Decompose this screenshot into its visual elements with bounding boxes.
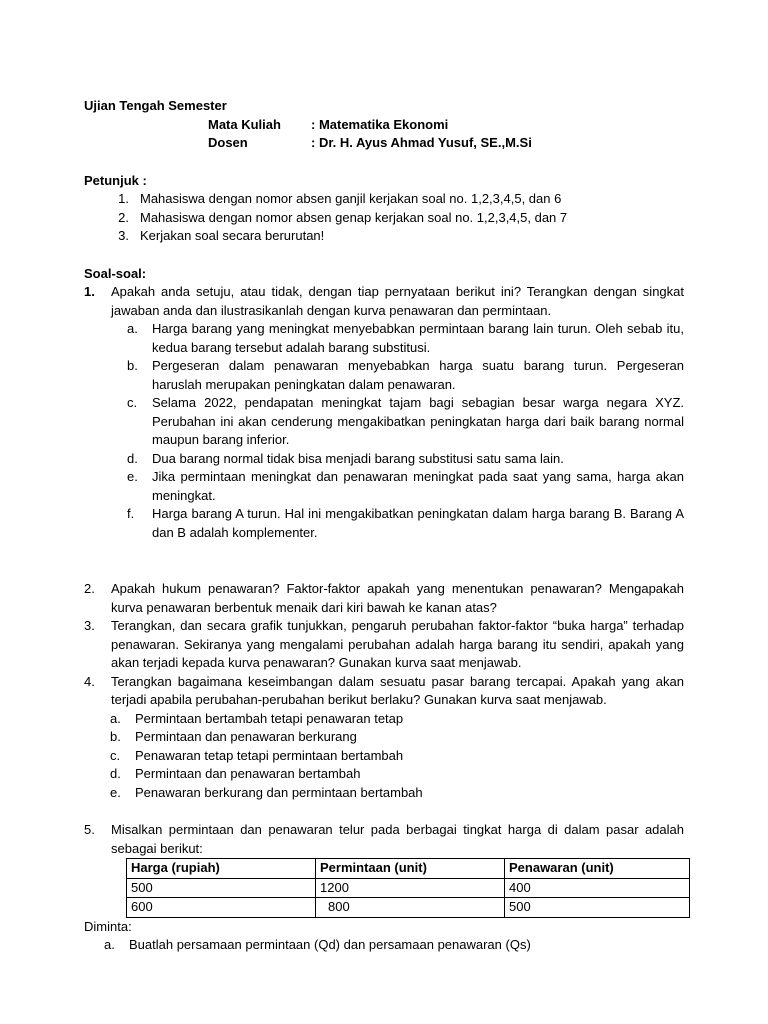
lecturer-label: Dosen [208,135,248,150]
instruction-item [84,227,684,246]
asked-heading: Diminta: [84,918,132,934]
asked-item-a [104,936,684,955]
table-cell: 500 [505,898,690,918]
table-row [127,898,690,918]
question-text: Apakah anda setuju, atau tidak, dengan tiap pernyataan berikut ini? Terangkan dengan singkat jawaban anda dan ilustrasikanlah dengan kurva penawaran dan permintaan. [111,284,684,318]
table-header: Penawaran (unit) [505,859,690,879]
sub-letter: a. [104,937,115,952]
question-4-sub-c [110,747,684,766]
sub-letter: c. [127,395,138,410]
table-cell: 800 [316,898,505,918]
sub-text: Jika permintaan meningkat dan penawaran meningkat pada saat yang sama, harga akan meningkat. [152,469,684,503]
table-header: Permintaan (unit) [316,859,505,879]
question-5 [84,821,684,858]
question-3 [84,617,684,673]
question-1-sub-e [127,468,684,505]
sub-letter: c. [110,747,121,763]
sub-text: Permintaan dan penawaran bertambah [135,766,361,781]
instruction-item [84,209,684,228]
sub-text: Permintaan bertambah tetapi penawaran tetap [135,710,404,726]
question-text: Terangkan bagaimana keseimbangan dalam sesuatu pasar barang tercapai. Apakah yang akan terjadi apabila perubahan-perubahan berikut berlaku? Gunakan kurva saat menjawab. [111,673,684,707]
sub-text: Dua barang normal tidak bisa menjadi barang substitusi satu sama lain. [152,450,564,466]
table-cell: 400 [505,878,690,898]
question-number: 3. [84,618,95,633]
table-row [127,878,690,898]
table-cell: 500 [127,878,316,898]
question-2 [84,580,684,617]
sub-text: Selama 2022, pendapatan meningkat tajam bagi sebagian besar warga negara XYZ. Perubahan ini akan cenderung mengakibatkan peningkatan harga dari baik barang normal maupun barang inferior. [152,395,684,447]
question-text: Misalkan permintaan dan penawaran telur pada berbagai tingkat harga di dalam pasar adalah sebagai berikut: [111,822,684,856]
question-1 [84,283,684,320]
question-4-sub-e [110,784,684,803]
sub-letter: e. [127,469,138,484]
question-number: 5. [84,822,95,837]
question-1-sub-a [127,320,684,357]
lecturer-value: : Dr. H. Ayus Ahmad Yusuf, SE.,M.Si [311,135,532,150]
sub-text: Permintaan dan penawaran berkurang [135,729,357,744]
question-number: 4. [84,673,95,689]
instruction-item [84,190,684,209]
question-text: Terangkan, dan secara grafik tunjukkan, pengaruh perubahan faktor-faktor “buka harga” terhadap penawaran. Sekiranya yang mengalami perubahan adalah harga barang itu sendiri, apakah yang akan terjadi kepada kurva penawaran? Gunakan kurva saat menjawab. [111,618,684,670]
sub-letter: b. [110,729,121,744]
instruction-number: 3. [118,228,129,243]
table-cell: 1200 [316,878,505,898]
course-value: : Matematika Ekonomi [311,116,449,132]
sub-text: Buatlah persamaan permintaan (Qd) dan persamaan penawaran (Qs) [129,937,531,952]
sub-letter: d. [110,766,121,781]
sub-text: Harga barang yang meningkat menyebabkan permintaan barang lain turun. Oleh sebab itu, kedua barang tersebut adalah barang substitusi. [152,321,684,355]
sub-text: Penawaran tetap tetapi permintaan bertambah [135,747,404,763]
sub-text: Pergeseran dalam penawaran menyebabkan harga suatu barang turun. Pergeseran haruslah merupakan peningkatan dalam penawaran. [152,358,684,392]
question-1-sub-c [127,394,684,450]
exam-title: Ujian Tengah Semester [84,98,227,113]
instruction-text: Mahasiswa dengan nomor absen ganjil kerjakan soal no. 1,2,3,4,5, dan 6 [140,191,562,206]
instructions-list [84,190,684,246]
course-row [84,116,684,135]
lecturer-row [84,134,684,153]
questions-heading: Soal-soal: [84,265,147,281]
question-1-sub-f [127,505,684,542]
question-number: 2. [84,581,95,596]
sub-letter: f. [127,506,135,521]
sub-text: Penawaran berkurang dan permintaan bertambah [135,784,423,800]
question-4 [84,673,684,710]
table-header: Harga (rupiah) [127,859,316,879]
sub-text: Harga barang A turun. Hal ini mengakibatkan peningkatan dalam harga barang B. Barang A dan B adalah komplementer. [152,506,684,540]
price-quantity-table [126,858,690,918]
question-text: Apakah hukum penawaran? Faktor-faktor apakah yang menentukan penawaran? Mengapakah kurva penawaran berbentuk menaik dari kiri bawah ke kanan atas? [111,581,684,615]
instruction-text: Kerjakan soal secara berurutan! [140,228,325,243]
table-cell: 600 [127,898,316,918]
question-number: 1. [84,284,95,299]
instructions-heading: Petunjuk : [84,172,147,188]
instruction-number: 2. [118,209,129,225]
question-4-sub-a [110,710,684,729]
instruction-text: Mahasiswa dengan nomor absen genap kerjakan soal no. 1,2,3,4,5, dan 7 [140,209,568,225]
question-1-sub-d [127,450,684,469]
sub-letter: a. [127,321,138,336]
course-label: Mata Kuliah [208,116,281,132]
sub-letter: d. [127,450,138,466]
instruction-number: 1. [118,191,129,206]
question-4-sub-b [110,728,684,747]
table-header-row [127,859,690,879]
sub-letter: a. [110,710,121,726]
question-1-sub-b [127,357,684,394]
exam-document [84,97,684,955]
spacer [84,542,684,580]
question-4-sub-d [110,765,684,784]
sub-letter: b. [127,358,138,373]
spacer [84,802,684,821]
sub-letter: e. [110,784,121,800]
